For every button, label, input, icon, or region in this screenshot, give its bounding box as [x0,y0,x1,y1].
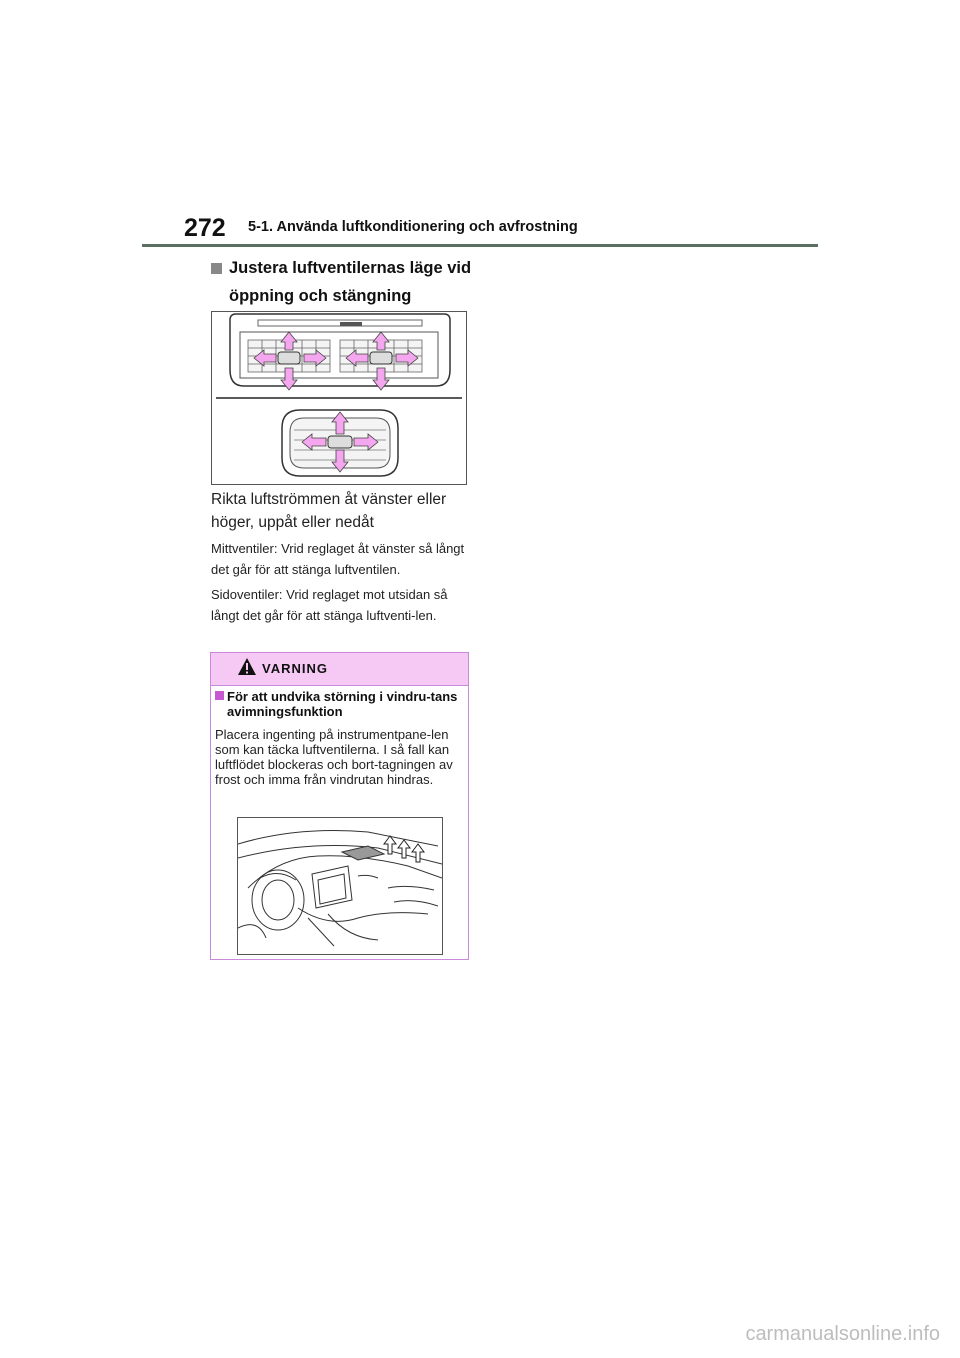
center-vents-paragraph: Mittventiler: Vrid reglaget åt vänster så långt det går för att stänga luftventilen. [211,541,465,577]
lead-paragraph: Rikta luftströmmen åt vänster eller höger, uppåt eller nedåt [211,491,447,531]
side-vents-paragraph: Sidoventiler: Vrid reglaget mot utsidan så långt det går för att stänga luftventi-len. [211,587,448,623]
page-number: 272 [184,214,226,242]
warning-subheading-text: För att undvika störning i vindru-tans avimningsfunktion [227,689,458,719]
header-rule [142,244,818,247]
warning-triangle-icon [237,657,257,677]
section-heading [211,254,476,310]
warning-body: Placera ingenting på instrumentpane-len som kan täcka luftventilerna. I så fall kan luftflödet blockeras och bort-tagningen av frost och imma från vindrutan hindras. [215,727,453,787]
warning-header [211,653,468,686]
dashboard-illustration [238,818,442,954]
warning-label: VARNING [262,661,328,676]
dashboard-figure [237,817,443,955]
vent-illustration [212,312,466,484]
watermark: carmanualsonline.info [745,1323,940,1345]
warning-box [210,652,469,960]
warning-subheading [215,689,465,719]
heading-bullet-square [211,263,222,274]
section-title: 5-1. Använda luftkonditionering och avfrostning [248,219,578,235]
vent-adjustment-figure [211,311,467,485]
warning-bullet-square [215,691,224,700]
heading-text: Justera luftventilernas läge vid öppning och stängning [229,259,472,305]
